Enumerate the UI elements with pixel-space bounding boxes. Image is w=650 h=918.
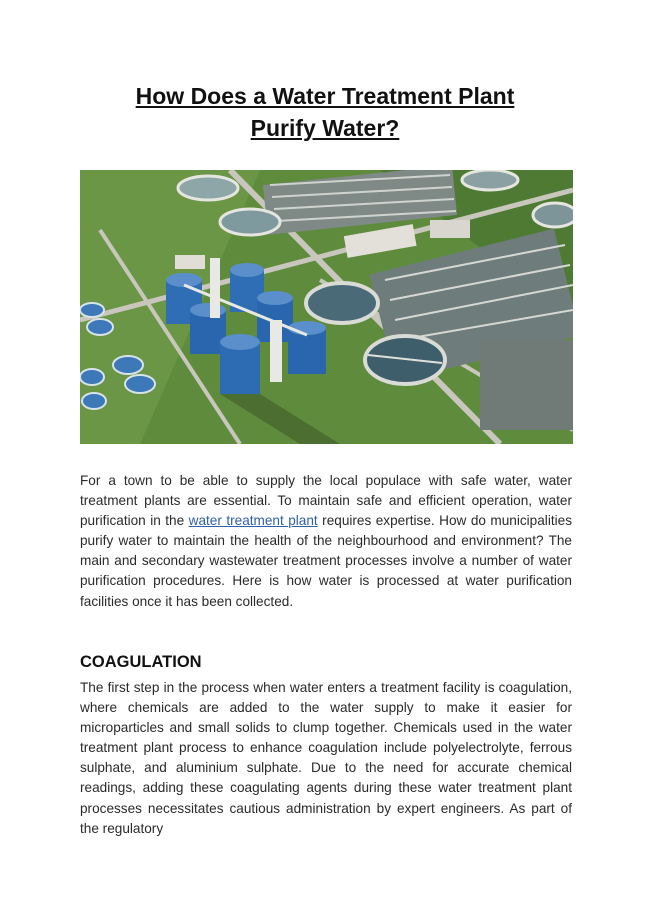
intro-text-before-link: For a town to be able to supply the local populace with safe water, water treatment plants are essential. To maintain safe and efficient operation, water purification in the xyxy=(80,473,572,529)
water-treatment-plant-link[interactable]: water treatment plant xyxy=(188,513,318,529)
document-title xyxy=(60,80,590,144)
title-line-2: Purify Water? xyxy=(250,115,400,141)
water-treatment-plant-aerial-photo xyxy=(80,170,573,444)
coagulation-paragraph: The first step in the process when water enters a treatment facility is coagulation, where chemicals are added to the water supply to make it easier for microparticles and small solids to clump together. Chemicals used in the water treatment plant process to enhance coagulation include polyelectrolyte, ferrous sulphate, and aluminium sulphate. Due to the need for accurate chemical readings, adding these coagulating agents during these water treatment plant processes necessitates cautious administration by expert engineers. As part of the regulatory xyxy=(80,680,572,836)
intro-text-after-link: requires expertise. How do municipalities purify water to maintain the health of the neighbourhood and environment? The main and secondary wastewater treatment processes involve a number of water purification procedures. Here is how water is processed at water purification facilities once it has been collected. xyxy=(80,513,572,609)
section-heading-coagulation: COAGULATION xyxy=(80,653,202,671)
title-line-1: How Does a Water Treatment Plant xyxy=(135,83,515,109)
intro-paragraph xyxy=(80,471,572,612)
